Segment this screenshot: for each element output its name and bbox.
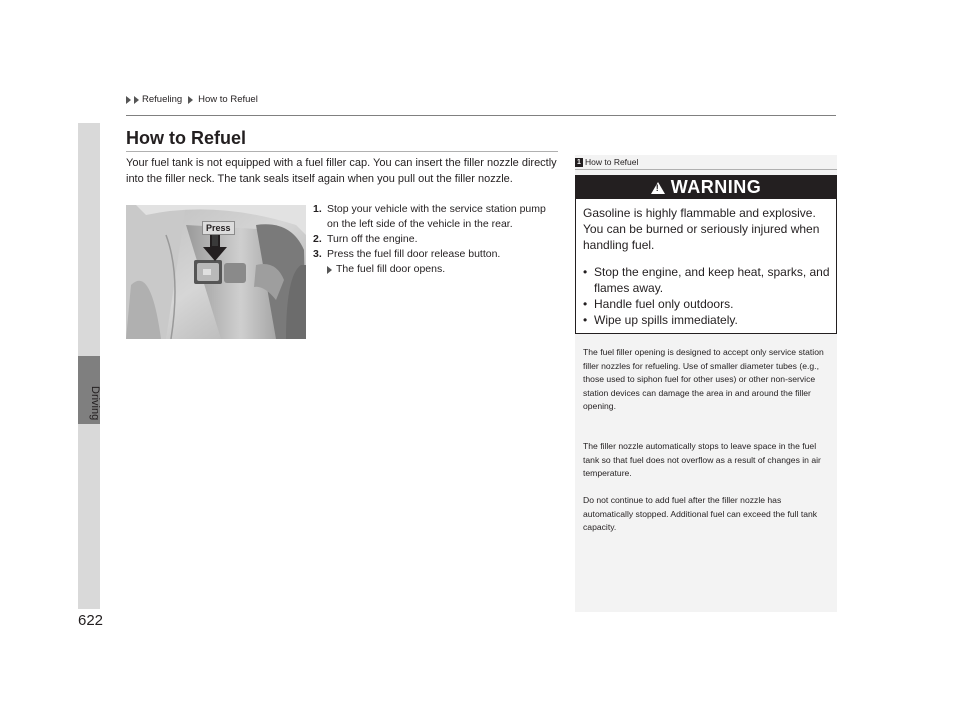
sidebar-label-container bbox=[89, 386, 115, 432]
bullet-icon: • bbox=[583, 265, 588, 279]
press-callout-label: Press bbox=[202, 221, 235, 235]
step-3-result bbox=[313, 262, 558, 277]
side-notes-header bbox=[575, 157, 638, 167]
step-text: Press the fuel fill door release button. bbox=[327, 248, 501, 260]
step-3 bbox=[313, 247, 558, 262]
section-title: How to Refuel bbox=[126, 128, 246, 148]
warning-list-item bbox=[583, 296, 831, 312]
title-rule bbox=[126, 151, 558, 152]
warning-list-item bbox=[583, 312, 831, 328]
step-result-text: The fuel fill door opens. bbox=[336, 263, 446, 275]
step-number: 3. bbox=[313, 248, 322, 260]
reference-badge: 1 bbox=[575, 158, 583, 167]
side-notes-title: How to Refuel bbox=[585, 157, 639, 167]
step-text: Stop your vehicle with the service station pump on the left side of the vehicle in the rear. bbox=[327, 203, 546, 230]
note-paragraph: The filler nozzle automatically stops to leave space in the fuel tank so that fuel does not overflow as a result of changes in air temperature. bbox=[583, 441, 821, 478]
intro-paragraph: Your fuel tank is not equipped with a fuel filler cap. You can insert the filler nozzle directly into the filler neck. The tank seals itself again when you pull out the filler nozzle. bbox=[126, 157, 557, 185]
step-1 bbox=[313, 202, 558, 232]
warning-triangle-icon bbox=[651, 182, 665, 194]
warning-header bbox=[576, 176, 836, 199]
warning-item-text: Wipe up spills immediately. bbox=[594, 313, 738, 327]
breadcrumb-arrow-icon bbox=[134, 96, 139, 104]
header-rule bbox=[126, 115, 836, 116]
breadcrumb-arrow-icon bbox=[126, 96, 131, 104]
result-arrow-icon bbox=[327, 266, 332, 274]
warning-box bbox=[575, 175, 837, 334]
breadcrumb bbox=[126, 94, 258, 105]
step-2 bbox=[313, 232, 558, 247]
bullet-icon: • bbox=[583, 313, 588, 327]
step-number: 2. bbox=[313, 233, 322, 245]
warning-item-text: Handle fuel only outdoors. bbox=[594, 297, 734, 311]
step-text: Turn off the engine. bbox=[327, 233, 418, 245]
warning-item-text: Stop the engine, and keep heat, sparks, and flames away. bbox=[594, 265, 830, 295]
note-paragraph: Do not continue to add fuel after the filler nozzle has automatically stopped. Additional fuel can exceed the full tank capacity. bbox=[583, 495, 818, 532]
breadcrumb-separator-icon bbox=[188, 96, 193, 104]
warning-text: Gasoline is highly flammable and explosive. You can be burned or seriously injured when handling fuel. bbox=[583, 206, 820, 252]
warning-title: WARNING bbox=[670, 177, 762, 197]
page-number: 622 bbox=[78, 612, 104, 629]
side-notes-rule bbox=[575, 169, 837, 170]
warning-list bbox=[583, 264, 831, 328]
step-number: 1. bbox=[313, 203, 322, 215]
refuel-steps bbox=[313, 202, 558, 277]
warning-list-item bbox=[583, 264, 831, 296]
breadcrumb-item-refueling[interactable]: Refueling bbox=[142, 94, 183, 105]
breadcrumb-item-how-to-refuel[interactable]: How to Refuel bbox=[198, 94, 258, 105]
note-paragraph: The fuel filler opening is designed to accept only service station filler nozzles for refueling. Use of smaller diameter tubes (e.g., those used to siphon fuel for other uses) or other non-service station devices can damage the area in and around the filler opening. bbox=[583, 347, 824, 411]
sidebar-section-label: Driving bbox=[89, 386, 101, 421]
bullet-icon: • bbox=[583, 297, 588, 311]
